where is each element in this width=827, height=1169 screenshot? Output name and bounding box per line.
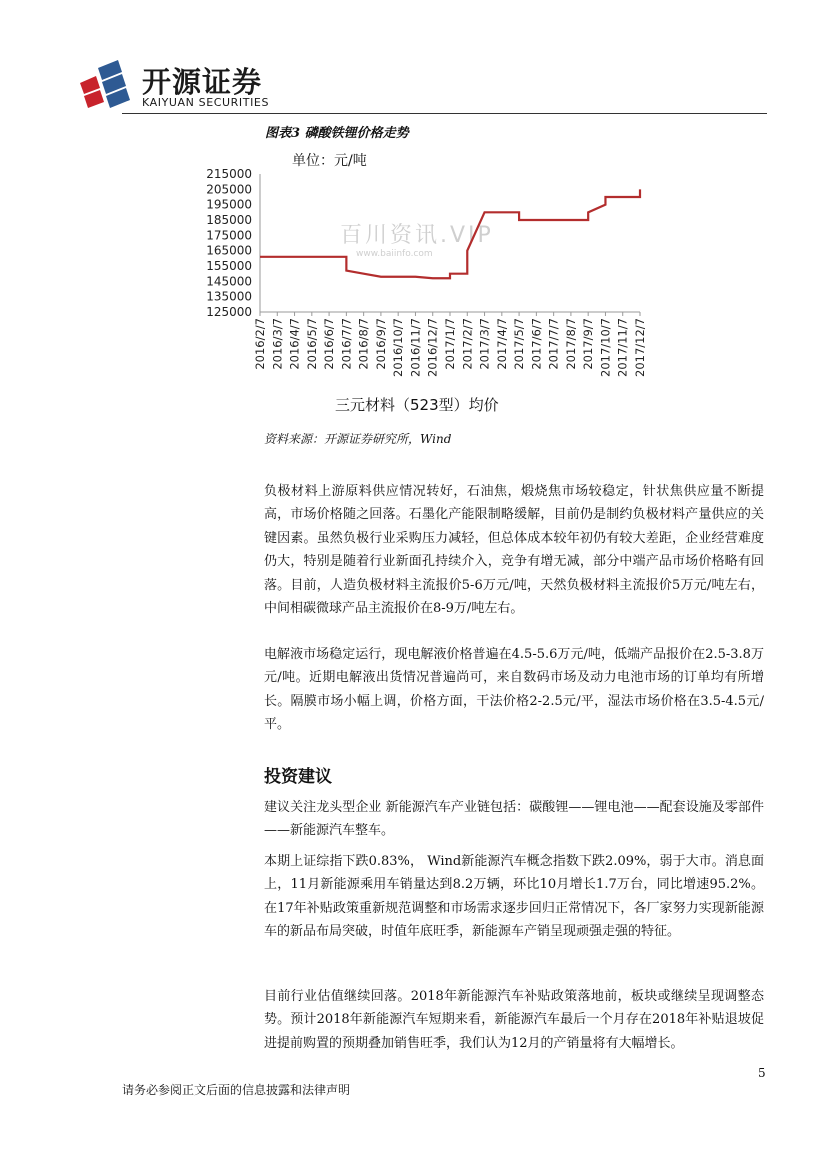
x-tick-label: 2016/5/7 [304, 318, 319, 370]
figure-source: 资料来源：开源证券研究所，Wind [264, 432, 452, 446]
price-chart [190, 148, 650, 420]
chart-footer-label: 三元材料（523型）均价 [335, 396, 499, 414]
x-tick-label: 2017/2/7 [460, 318, 475, 370]
x-tick-label: 2017/4/7 [494, 318, 509, 370]
x-axis [253, 312, 647, 377]
logo-chinese-name: 开源证券 [142, 65, 263, 99]
x-tick-label: 2017/7/7 [546, 318, 561, 370]
y-tick-label: 135000 [206, 289, 252, 304]
x-tick-label: 2017/5/7 [512, 318, 527, 370]
section-title: 投资建议 [264, 767, 332, 787]
x-tick-label: 2016/4/7 [287, 318, 302, 370]
paragraph-market: 本期上证综指下跌0.83%， Wind新能源汽车概念指数下跌2.09%，弱于大市。消息面上，11月新能源乘用车销量达到8.2万辆，环比10月增长1.7万台，同比增速95.2%。在17年补贴政策重新规范调整和市场需求逐步回归正常情况下，各厂家努力实现新能源车的新品布局突破，时值年底旺季，新能源车产销呈现顽强走强的特征。 [264, 854, 764, 940]
y-tick-label: 205000 [206, 182, 252, 197]
y-tick-label: 125000 [206, 305, 252, 319]
y-axis [206, 167, 260, 319]
chart-unit-label: 单位：元/吨 [292, 153, 367, 169]
paragraph-electrolyte: 电解液市场稳定运行，现电解液价格普遍在4.5-5.6万元/吨，低端产品报价在2.5-3.8万元/吨。近期电解液出货情况普遍尚可，来自数码市场及动力电池市场的订单均有所增长。隔膜市场小幅上调，价格方面，干法价格2-2.5元/平，湿法市场价格在3.5-4.5元/平。 [264, 647, 764, 733]
x-tick-label: 2016/2/7 [253, 318, 267, 370]
page-number: 5 [758, 1066, 766, 1080]
x-tick-label: 2017/6/7 [529, 318, 544, 370]
x-tick-label: 2017/9/7 [581, 318, 596, 370]
x-tick-label: 2016/10/7 [391, 318, 406, 377]
x-tick-label: 2017/11/7 [615, 318, 630, 377]
x-tick-label: 2016/7/7 [339, 318, 354, 370]
paragraph-recommendation: 建议关注龙头型企业 新能源汽车产业链包括：碳酸锂——锂电池——配套设施及零部件——新能源汽车整车。 [264, 800, 764, 839]
logo-english-name: KAIYUAN SECURITIES [142, 96, 270, 109]
x-tick-label: 2016/9/7 [373, 318, 388, 370]
x-tick-label: 2016/6/7 [322, 318, 337, 370]
x-tick-label: 2016/11/7 [408, 318, 423, 377]
y-tick-label: 215000 [206, 167, 252, 181]
x-tick-label: 2017/10/7 [598, 318, 613, 377]
x-tick-label: 2017/8/7 [563, 318, 578, 370]
x-tick-label: 2016/12/7 [425, 318, 440, 377]
y-tick-label: 185000 [206, 213, 252, 227]
x-tick-label: 2017/3/7 [477, 318, 492, 370]
y-tick-label: 155000 [206, 259, 252, 273]
x-tick-label: 2017/1/7 [443, 318, 457, 370]
x-tick-label: 2016/8/7 [356, 318, 371, 370]
header-divider [122, 113, 767, 114]
watermark-text: 百川资讯.VIP [340, 223, 494, 248]
paragraph-valuation: 目前行业估值继续回落。2018年新能源汽车补贴政策落地前，板块或继续呈现调整态势。预计2018年新能源汽车短期来看，新能源汽车最后一个月存在2018年补贴退坡促进提前购置的预期叠加销售旺季，我们认为12月的产销量将有大幅增长。 [264, 989, 764, 1051]
y-tick-label: 175000 [206, 228, 252, 243]
watermark-subtext: www.baiinfo.com [356, 249, 433, 259]
footer-disclaimer: 请务必参阅正文后面的信息披露和法律声明 [122, 1083, 351, 1097]
figure-title: 图表3 磷酸铁锂价格走势 [265, 126, 409, 141]
y-tick-label: 195000 [206, 197, 252, 212]
y-tick-label: 165000 [206, 243, 252, 258]
paragraph-anode: 负极材料上游原料供应情况转好，石油焦，煅烧焦市场较稳定，针状焦供应量不断提高，市场价格随之回落。石墨化产能限制略缓解，目前仍是制约负极材料产量供应的关键因素。虽然负极行业采购压力减轻，但总体成本较年初仍有较大差距，企业经营难度仍大，特别是随着行业新面孔持续介入，竞争有增无减，部分中端产品市场价格略有回落。目前，人造负极材料主流报价5-6万元/吨，天然负极材料主流报价5万元/吨左右，中间相碳微球产品主流报价在8-9万/吨左右。 [264, 484, 764, 617]
x-tick-label: 2017/12/7 [633, 318, 647, 377]
y-tick-label: 145000 [206, 274, 252, 289]
x-tick-label: 2016/3/7 [270, 318, 285, 370]
